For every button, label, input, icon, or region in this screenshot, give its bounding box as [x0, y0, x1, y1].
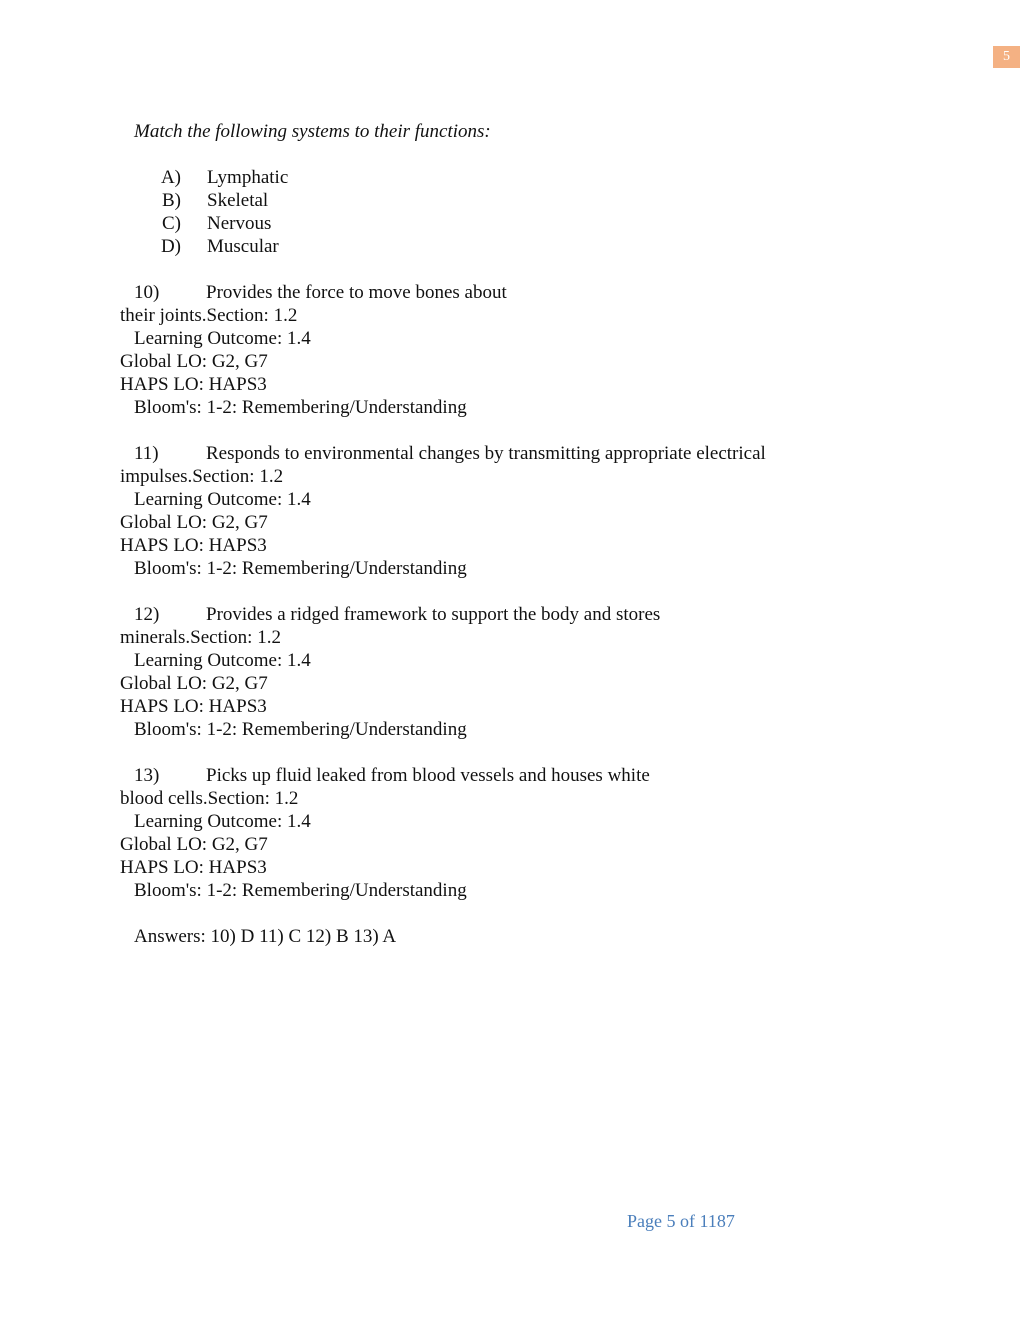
- option-letter-d: D): [160, 236, 181, 257]
- page-footer: Page 5 of 1187: [627, 1211, 735, 1231]
- option-letter-b: B): [162, 190, 181, 211]
- question-number: 12): [134, 604, 160, 625]
- question-number: 11): [134, 443, 159, 464]
- page-number-badge: 5: [993, 46, 1020, 68]
- haps-lo: HAPS LO: HAPS3: [120, 857, 267, 878]
- option-text-c: Nervous: [207, 213, 272, 234]
- global-lo: Global LO: G2, G7: [120, 673, 268, 694]
- question-number: 10): [134, 282, 160, 303]
- learning-outcome: Learning Outcome: 1.4: [134, 328, 311, 349]
- instruction-text: Match the following systems to their functions:: [134, 121, 491, 142]
- question-number: 13): [134, 765, 160, 786]
- haps-lo: HAPS LO: HAPS3: [120, 535, 267, 556]
- question-continuation: blood cells.Section: 1.2: [120, 788, 299, 809]
- question-text: Responds to environmental changes by transmitting appropriate electrical: [206, 443, 766, 464]
- global-lo: Global LO: G2, G7: [120, 834, 268, 855]
- option-text-b: Skeletal: [207, 190, 269, 211]
- learning-outcome: Learning Outcome: 1.4: [134, 811, 311, 832]
- global-lo: Global LO: G2, G7: [120, 351, 268, 372]
- haps-lo: HAPS LO: HAPS3: [120, 696, 267, 717]
- question-continuation: their joints.Section: 1.2: [120, 305, 298, 326]
- question-text: Provides the force to move bones about: [206, 282, 507, 303]
- question-text: Provides a ridged framework to support the body and stores: [206, 604, 661, 625]
- learning-outcome: Learning Outcome: 1.4: [134, 650, 311, 671]
- question-continuation: impulses.Section: 1.2: [120, 466, 284, 487]
- blooms-level: Bloom's: 1-2: Remembering/Understanding: [134, 719, 467, 740]
- learning-outcome: Learning Outcome: 1.4: [134, 489, 311, 510]
- question-continuation: minerals.Section: 1.2: [120, 627, 281, 648]
- global-lo: Global LO: G2, G7: [120, 512, 268, 533]
- haps-lo: HAPS LO: HAPS3: [120, 374, 267, 395]
- option-text-d: Muscular: [207, 236, 279, 257]
- blooms-level: Bloom's: 1-2: Remembering/Understanding: [134, 880, 467, 901]
- blooms-level: Bloom's: 1-2: Remembering/Understanding: [134, 558, 467, 579]
- option-text-a: Lymphatic: [207, 167, 289, 188]
- option-letter-a: A): [160, 167, 181, 188]
- option-letter-c: C): [162, 213, 181, 234]
- question-text: Picks up fluid leaked from blood vessels and houses white: [206, 765, 650, 786]
- answers-line: Answers: 10) D 11) C 12) B 13) A: [134, 926, 397, 947]
- blooms-level: Bloom's: 1-2: Remembering/Understanding: [134, 397, 467, 418]
